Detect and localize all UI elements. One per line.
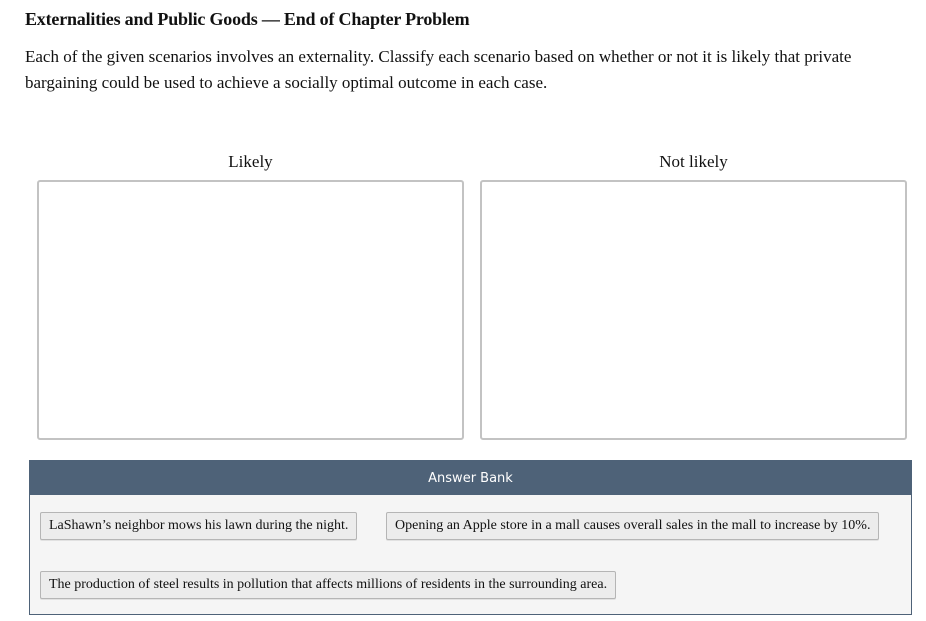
drop-zone-likely[interactable] bbox=[37, 180, 464, 440]
answer-chip-apple-store[interactable]: Opening an Apple store in a mall causes overall sales in the mall to increase by 10%. bbox=[386, 512, 879, 540]
bin-label-not-likely: Not likely bbox=[659, 152, 728, 171]
question-prompt: Each of the given scenarios involves an externality. Classify each scenario based on whether or not it is likely that private bargaining could be used to achieve a socially optimal outcome in each case. bbox=[25, 47, 852, 92]
drop-zone-not-likely[interactable] bbox=[480, 180, 907, 440]
answer-chip-steel-pollution[interactable]: The production of steel results in pollution that affects millions of residents in the surrounding area. bbox=[40, 571, 616, 599]
page-title: Externalities and Public Goods — End of Chapter Problem bbox=[25, 9, 470, 29]
answer-bank-header: Answer Bank bbox=[30, 461, 911, 495]
answer-bank bbox=[29, 460, 912, 615]
answer-chip-lawn-mowing[interactable]: LaShawn’s neighbor mows his lawn during the night. bbox=[40, 512, 357, 540]
bin-label-likely: Likely bbox=[228, 152, 273, 171]
